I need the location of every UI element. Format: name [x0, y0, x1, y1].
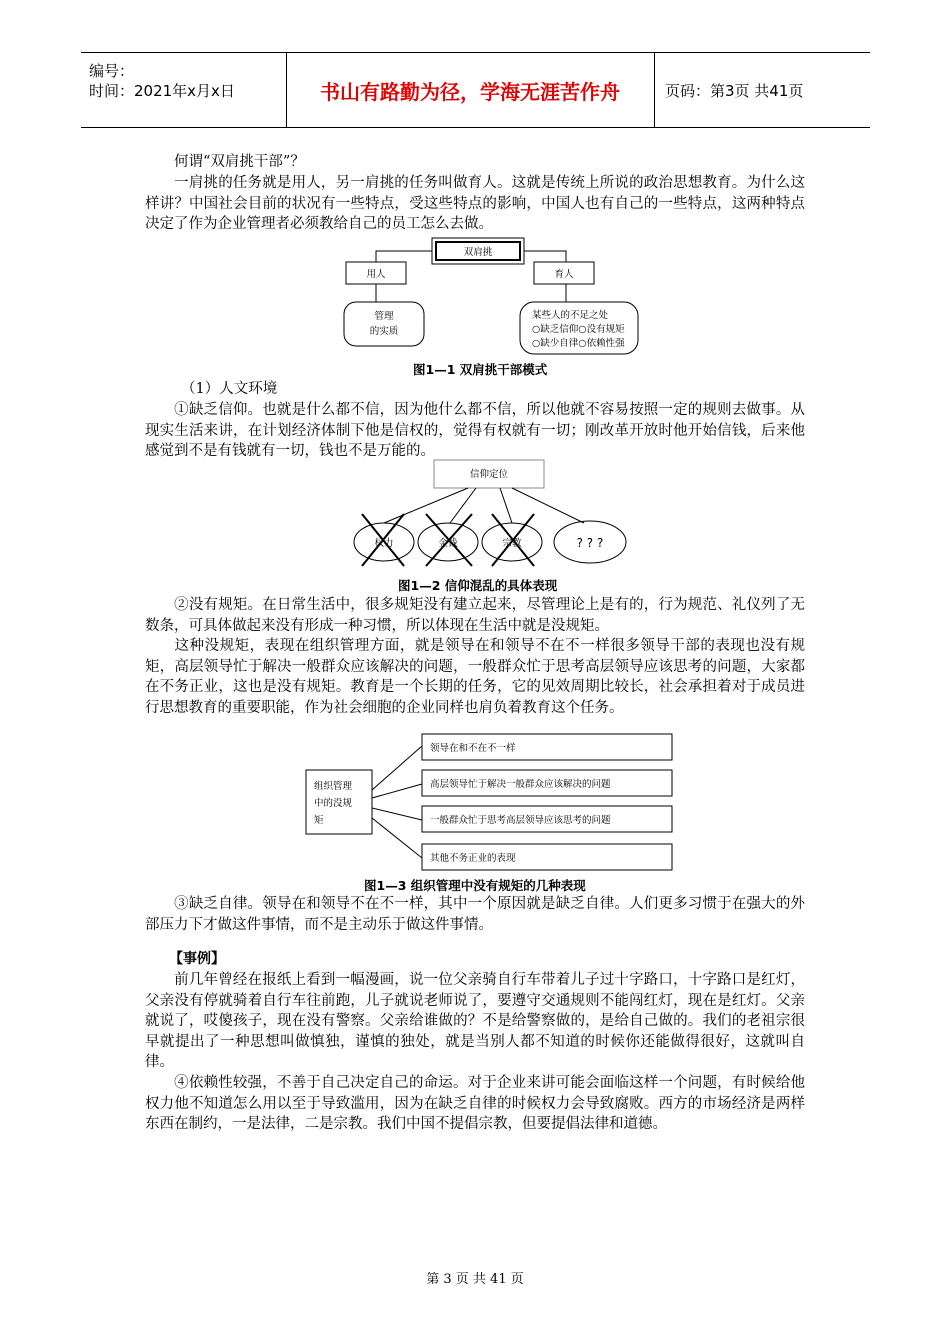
question-title: 何谓“双肩挑干部”？	[174, 154, 305, 170]
header-motto: 书山有路勤为径，学海无涯苦作舟	[320, 79, 620, 104]
fig1-left-label: 用人	[366, 269, 386, 280]
fig3-left-line: 组织管理	[314, 781, 353, 792]
fig3-left-line: 中的没规	[314, 798, 353, 809]
fig2-top-label: 信仰定位	[469, 469, 509, 480]
connector	[372, 818, 422, 858]
header-divider	[654, 53, 655, 127]
header-page-info: 页码：第3页 共41页	[665, 81, 804, 100]
fig3-item-label: 其他不务正业的表现	[430, 853, 516, 864]
paragraph: ②没有规矩。在日常生活中，很多规矩没有建立起来，尽管理论上是有的，行为规范、礼仪列了无数条，可具体做起来没有形成一种习惯，所以体现在生活中就是没规矩。	[145, 597, 805, 634]
figure-double-shoulder-diagram	[330, 236, 650, 358]
connector	[376, 251, 432, 262]
fig3-item-label: 一般群众忙于思考高层领导应该思考的问题	[430, 815, 611, 826]
case-heading: 【事例】	[169, 951, 225, 967]
fig1-left-bottom-line: 管理	[374, 311, 394, 322]
fig3-item-label: 高层领导忙于解决一般群众应该解决的问题	[430, 779, 611, 790]
fig1-right-bottom-line: ○缺乏信仰○没有规矩	[532, 324, 625, 335]
time-label: 时间：2021年x月x日	[89, 82, 235, 100]
paragraph: 前几年曾经在报纸上看到一幅漫画，说一位父亲骑自行车带着儿子过十字路口，十字路口是红灯，父亲没有停就骑着自行车往前跑，儿子就说老师说了，要遵守交通规则不能闯红灯，现在是红灯。父亲就说了，哎傻孩子，现在没有警察。父亲给谁做的？不是给警察做的，是给自己做的。我们的老祖宗很早就提出了一种思想叫做慎独，谨慎的独处，就是当别人都不知道的时候你还能做得很好，这就叫自律。	[145, 972, 805, 1070]
figure-caption: 图1—2 信仰混乱的具体表现	[398, 578, 558, 593]
fig2-item-label: 宗教	[502, 538, 522, 549]
fig3-item-label: 领导在和不在不一样	[430, 743, 516, 754]
left-bottom-box	[344, 302, 424, 346]
header-meta	[89, 61, 235, 101]
fig2-item-label: 金钱	[438, 538, 458, 549]
paragraph: 这种没规矩，表现在组织管理方面，就是领导在和领导不在不一样很多领导干部的表现也没有规矩，高层领导忙于解决一般群众应该解决的问题，一般群众忙于思考高层领导应该思考的问题，大家都在不务正业，这也是没有规矩。教育是一个长期的任务，它的见效周期比较长，社会承担着对于成员进行思想教育的重要职能，作为社会细胞的企业同样也肩负着教育这个任务。	[145, 638, 805, 716]
page-header	[81, 52, 870, 128]
figure-belief-confusion	[350, 458, 640, 573]
connector	[372, 784, 422, 798]
section-heading: （1）人文环境	[181, 381, 278, 397]
connector	[500, 488, 512, 523]
connector	[450, 488, 476, 523]
fig1-left-bottom-line: 的实质	[369, 326, 399, 337]
paragraph: ④依赖性较强，不善于自己决定自己的命运。对于企业来讲可能会面临这样一个问题，有时候给他权力他不知道怎么用以至于导致滥用，因为在缺乏自律的时候权力会导致腐败。西方的市场经济是两样东西在制约，一是法律，二是宗教。我们中国不提倡宗教，但要提倡法律和道德。	[145, 1075, 805, 1132]
connector	[384, 488, 468, 523]
fig1-right-bottom-line: 某些人的不足之处	[532, 310, 609, 321]
fig3-left-line: 矩	[314, 815, 324, 826]
figure-caption: 图1—1 双肩挑干部模式	[413, 362, 548, 377]
paragraph: ③缺乏自律。领导在和领导不在不一样，其中一个原因就是缺乏自律。人们更多习惯于在强大的外部压力下才做这件事情，而不是主动乐于做这件事情。	[145, 896, 805, 933]
fig2-item-label: 权力	[374, 538, 394, 549]
connector	[372, 808, 422, 820]
fig1-top-label: 双肩挑	[463, 247, 493, 258]
fig1-right-bottom-line: ○缺少自律○依赖性强	[532, 338, 625, 349]
serial-label: 编号：	[89, 62, 135, 80]
fig2-item-label: ? ? ?	[576, 536, 604, 550]
fig1-right-label: 育人	[554, 269, 574, 280]
connector	[524, 251, 566, 262]
figure-caption: 图1—3 组织管理中没有规矩的几种表现	[364, 878, 586, 893]
page-footer: 第 3 页 共 41 页	[426, 1272, 524, 1287]
paragraph: ①缺乏信仰。也就是什么都不信，因为他什么都不信，所以他就不容易按照一定的规则去做事。从现实生活来讲，在计划经济体制下他是信权的，觉得有权就有一切；刚改革开放时他开始信钱，后来他感觉到不是有钱就有一切，钱也不是万能的。	[145, 402, 805, 459]
connector	[512, 488, 584, 523]
figure-no-rules	[300, 732, 680, 874]
connector	[372, 746, 422, 790]
paragraph: 一肩挑的任务就是用人，另一肩挑的任务叫做育人。这就是传统上所说的政治思想教育。为什么这样讲？中国社会目前的状况有一些特点，受这些特点的影响，中国人也有自己的一些特点，这两种特点决定了作为企业管理者必须教给自己的员工怎么去做。	[145, 175, 805, 232]
